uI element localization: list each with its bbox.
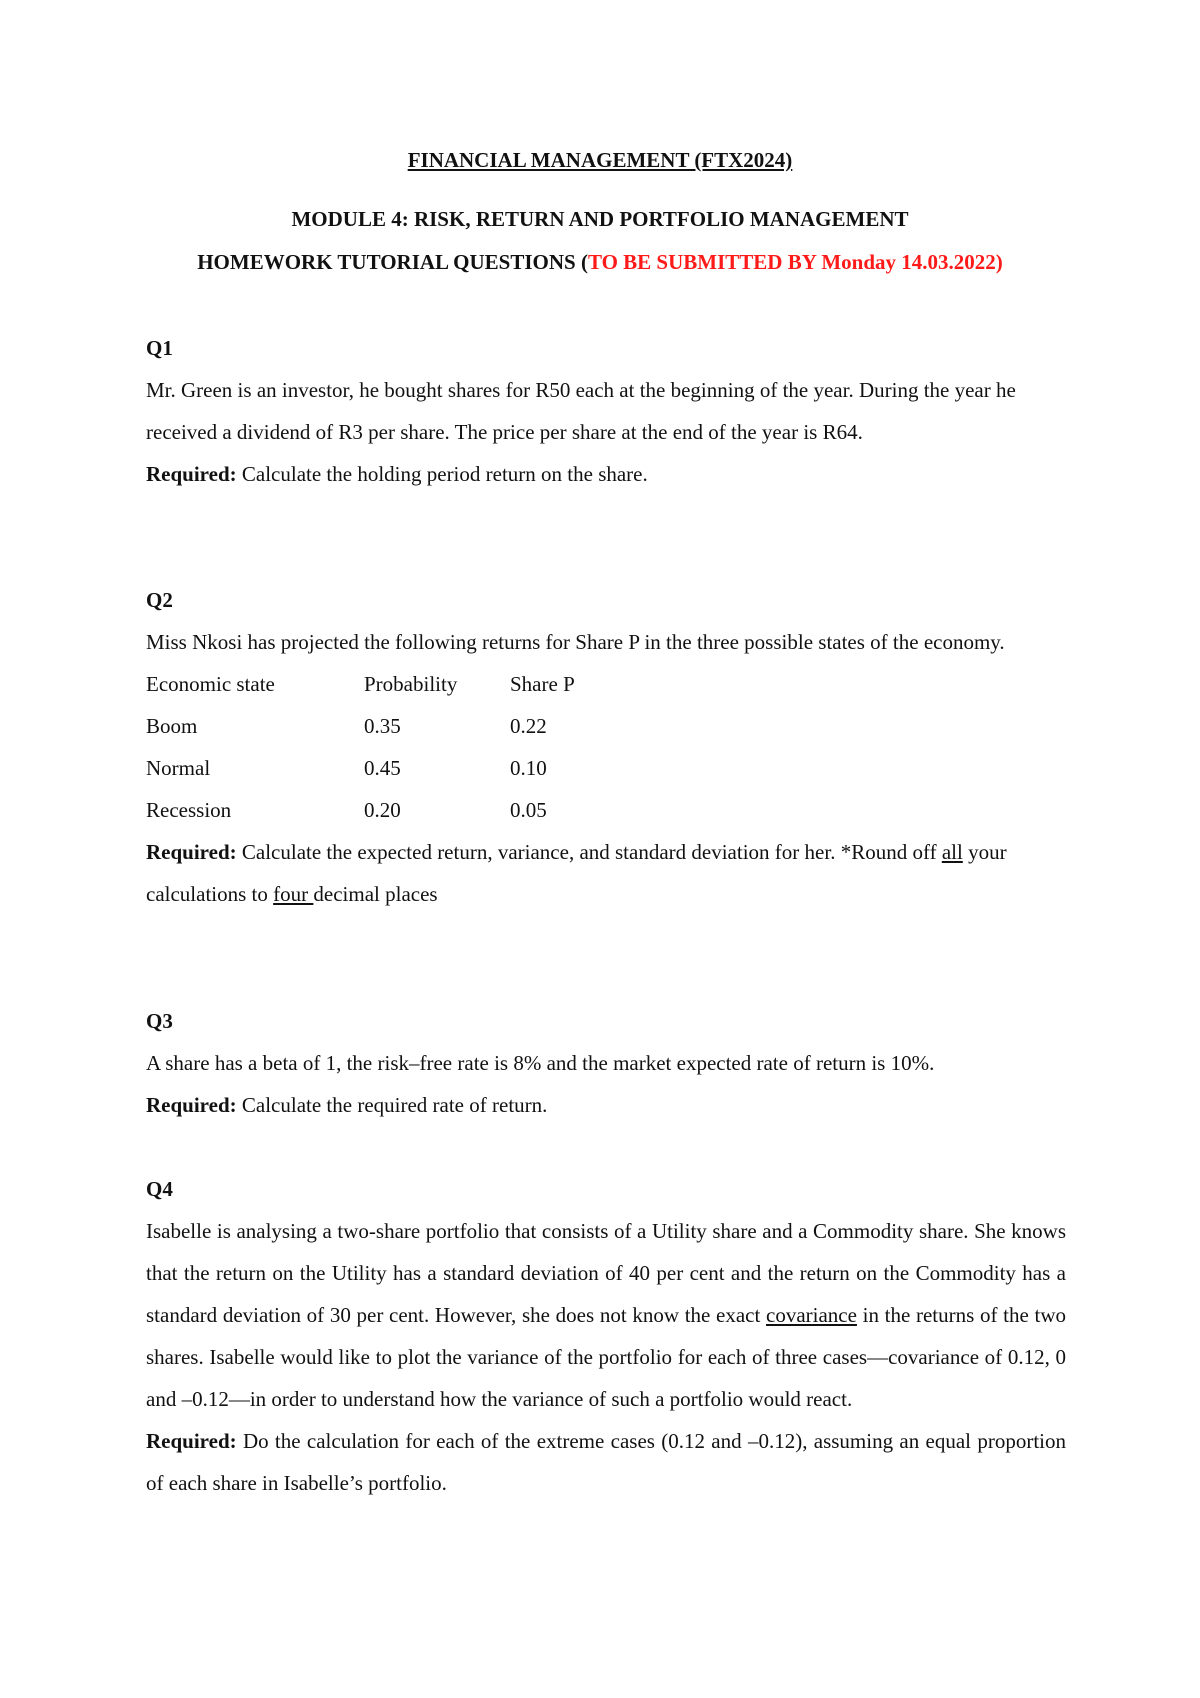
question-1-text: Mr. Green is an investor, he bought shares for R50 each at the beginning of the year. During the year he received a dividend of R3 per share. The price per share at the end of the year is R64. <box>146 378 1016 444</box>
question-1 <box>146 327 1066 495</box>
table-row <box>146 789 630 831</box>
table-cell: 0.45 <box>364 756 401 780</box>
question-3-text: A share has a beta of 1, the risk–free rate is 8% and the market expected rate of return is 10%. <box>146 1051 935 1075</box>
required-text: your calculations to <box>146 840 1007 906</box>
homework-prefix: HOMEWORK TUTORIAL QUESTIONS ( <box>197 250 588 274</box>
required-text: Calculate the expected return, variance, and standard deviation for her. *Round off <box>236 840 942 864</box>
question-1-label: Q1 <box>146 336 173 360</box>
required-text: decimal places <box>313 882 438 906</box>
homework-heading <box>0 248 1200 276</box>
document-title: FINANCIAL MANAGEMENT (FTX2024) <box>407 148 793 172</box>
question-3 <box>146 1000 1066 1126</box>
required-label: Required: <box>146 1429 237 1453</box>
table-cell: Normal <box>146 756 211 780</box>
question-3-required <box>146 1084 1066 1126</box>
table-header-row <box>146 663 630 705</box>
underlined-word: covariance <box>766 1303 857 1327</box>
table-cell: 0.22 <box>510 714 547 738</box>
required-label: Required: <box>146 1093 237 1117</box>
table-cell: 0.10 <box>510 756 547 780</box>
economic-state-table <box>146 663 630 831</box>
question-3-label: Q3 <box>146 1009 173 1033</box>
question-4-required <box>146 1420 1066 1504</box>
table-header: Probability <box>364 672 458 696</box>
question-4-text-part: in the returns of the two shares. Isabelle would like to plot the variance of the portfolio for each of three cases—covariance of 0.12, 0 and –0.12—in order to understand how the variance of such a portfolio would react. <box>146 1303 1067 1411</box>
required-text: Calculate the holding period return on the share. <box>236 462 648 486</box>
question-2-required <box>146 831 1066 915</box>
underlined-word: all <box>941 840 963 864</box>
required-text: Calculate the required rate of return. <box>236 1093 548 1117</box>
table-cell: Recession <box>146 798 232 822</box>
question-4-label: Q4 <box>146 1177 173 1201</box>
table-cell: Boom <box>146 714 198 738</box>
required-label: Required: <box>146 462 237 486</box>
question-1-required <box>146 453 1066 495</box>
submission-deadline: TO BE SUBMITTED BY Monday 14.03.2022) <box>587 250 1003 274</box>
table-cell: 0.05 <box>510 798 547 822</box>
required-text: Do the calculation for each of the extreme cases (0.12 and –0.12), assuming an equal proportion of each share in Isabelle’s portfolio. <box>146 1429 1066 1495</box>
table-header: Economic state <box>146 672 275 696</box>
question-2 <box>146 579 1066 915</box>
question-2-label: Q2 <box>146 588 173 612</box>
table-row <box>146 705 630 747</box>
table-cell: 0.35 <box>364 714 401 738</box>
table-row <box>146 747 630 789</box>
question-4 <box>146 1168 1066 1504</box>
question-2-text: Miss Nkosi has projected the following returns for Share P in the three possible states of the economy. <box>146 630 1005 654</box>
underlined-word: four <box>273 882 314 906</box>
required-label: Required: <box>146 840 237 864</box>
question-4-text-part: Isabelle is analysing a two-share portfolio that consists of a Utility share and a Commodity share. She knows that the return on the Utility has a standard deviation of 40 per cent and the return on the Commodity has a standard deviation of 30 per cent. However, she does not know the exact <box>146 1219 1066 1327</box>
module-heading: MODULE 4: RISK, RETURN AND PORTFOLIO MANAGEMENT <box>291 207 909 231</box>
table-header: Share P <box>510 672 575 696</box>
table-cell: 0.20 <box>364 798 401 822</box>
question-4-text <box>146 1210 1066 1420</box>
